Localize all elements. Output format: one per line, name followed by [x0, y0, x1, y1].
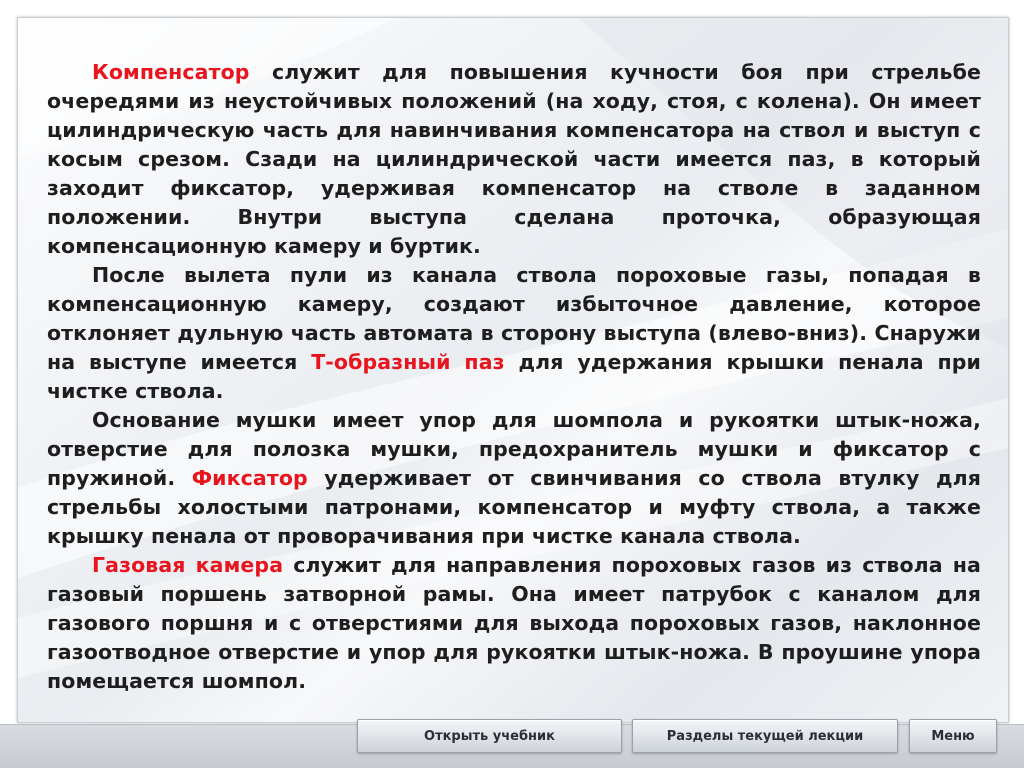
paragraph-text: После вылета пули из канала ствола пороховые газы, попадая в компенсационную камеру, создают избыточное давление, которое отклоняет дульную часть автомата в сторону выступа (влево-вниз). Снаружи на выступе имеется: [47, 263, 981, 374]
paragraph-text: для удержания крышки пенала при чистке ствола.: [47, 350, 981, 403]
paragraph-text: служит для повышения кучности боя при стрельбе очередями из неустойчивых положений (на ходу, стоя, с колена). Он имеет цилиндрическую часть для навинчивания компенсатора на ствол и выступ с косым срезом. Сзади на цилиндрической части имеется паз, в который заходит фиксатор, удерживая компенсатор на стволе в заданном положении. Внутри выступа сделана проточка, образующая компенсационную камеру и буртик.: [47, 60, 981, 258]
paragraph-text: служит для направления пороховых газов из ствола на газовый поршень затворной рамы. Она имеет патрубок с каналом для газового поршня и с отверстиями для выхода пороховых газов, наклонное газоотводное отверстие и упор для рукоятки штык-ножа. В проушине упора помещается шомпол.: [47, 553, 981, 693]
paragraph-text: Основание мушки имеет упор для шомпола и рукоятки штык-ножа, отверстие для полозка мушки, предохранитель мушки и фиксатор с пружиной.: [47, 408, 981, 490]
paragraph-gas-chamber: [47, 551, 981, 696]
slide-frame: [17, 17, 1009, 723]
highlighted-term: Компенсатор: [92, 60, 250, 84]
open-textbook-button[interactable]: Открыть учебник: [357, 719, 622, 753]
paragraph-compensator: [47, 58, 981, 261]
highlighted-term: Фиксатор: [191, 466, 308, 490]
highlighted-term: Газовая камера: [92, 553, 284, 577]
paragraph-text: удерживает от свинчивания со ствола втулку для стрельбы холостыми патронами, компенсатор и муфту ствола, а также крышку пенала от проворачивания при чистке канала ствола.: [47, 466, 981, 548]
paragraph-gases: [47, 261, 981, 406]
slide-body: [47, 58, 981, 696]
lecture-sections-button[interactable]: Разделы текущей лекции: [632, 719, 898, 753]
menu-button[interactable]: Меню: [909, 719, 997, 753]
paragraph-front-sight-base: [47, 406, 981, 551]
highlighted-term: Т-образный паз: [311, 350, 505, 374]
